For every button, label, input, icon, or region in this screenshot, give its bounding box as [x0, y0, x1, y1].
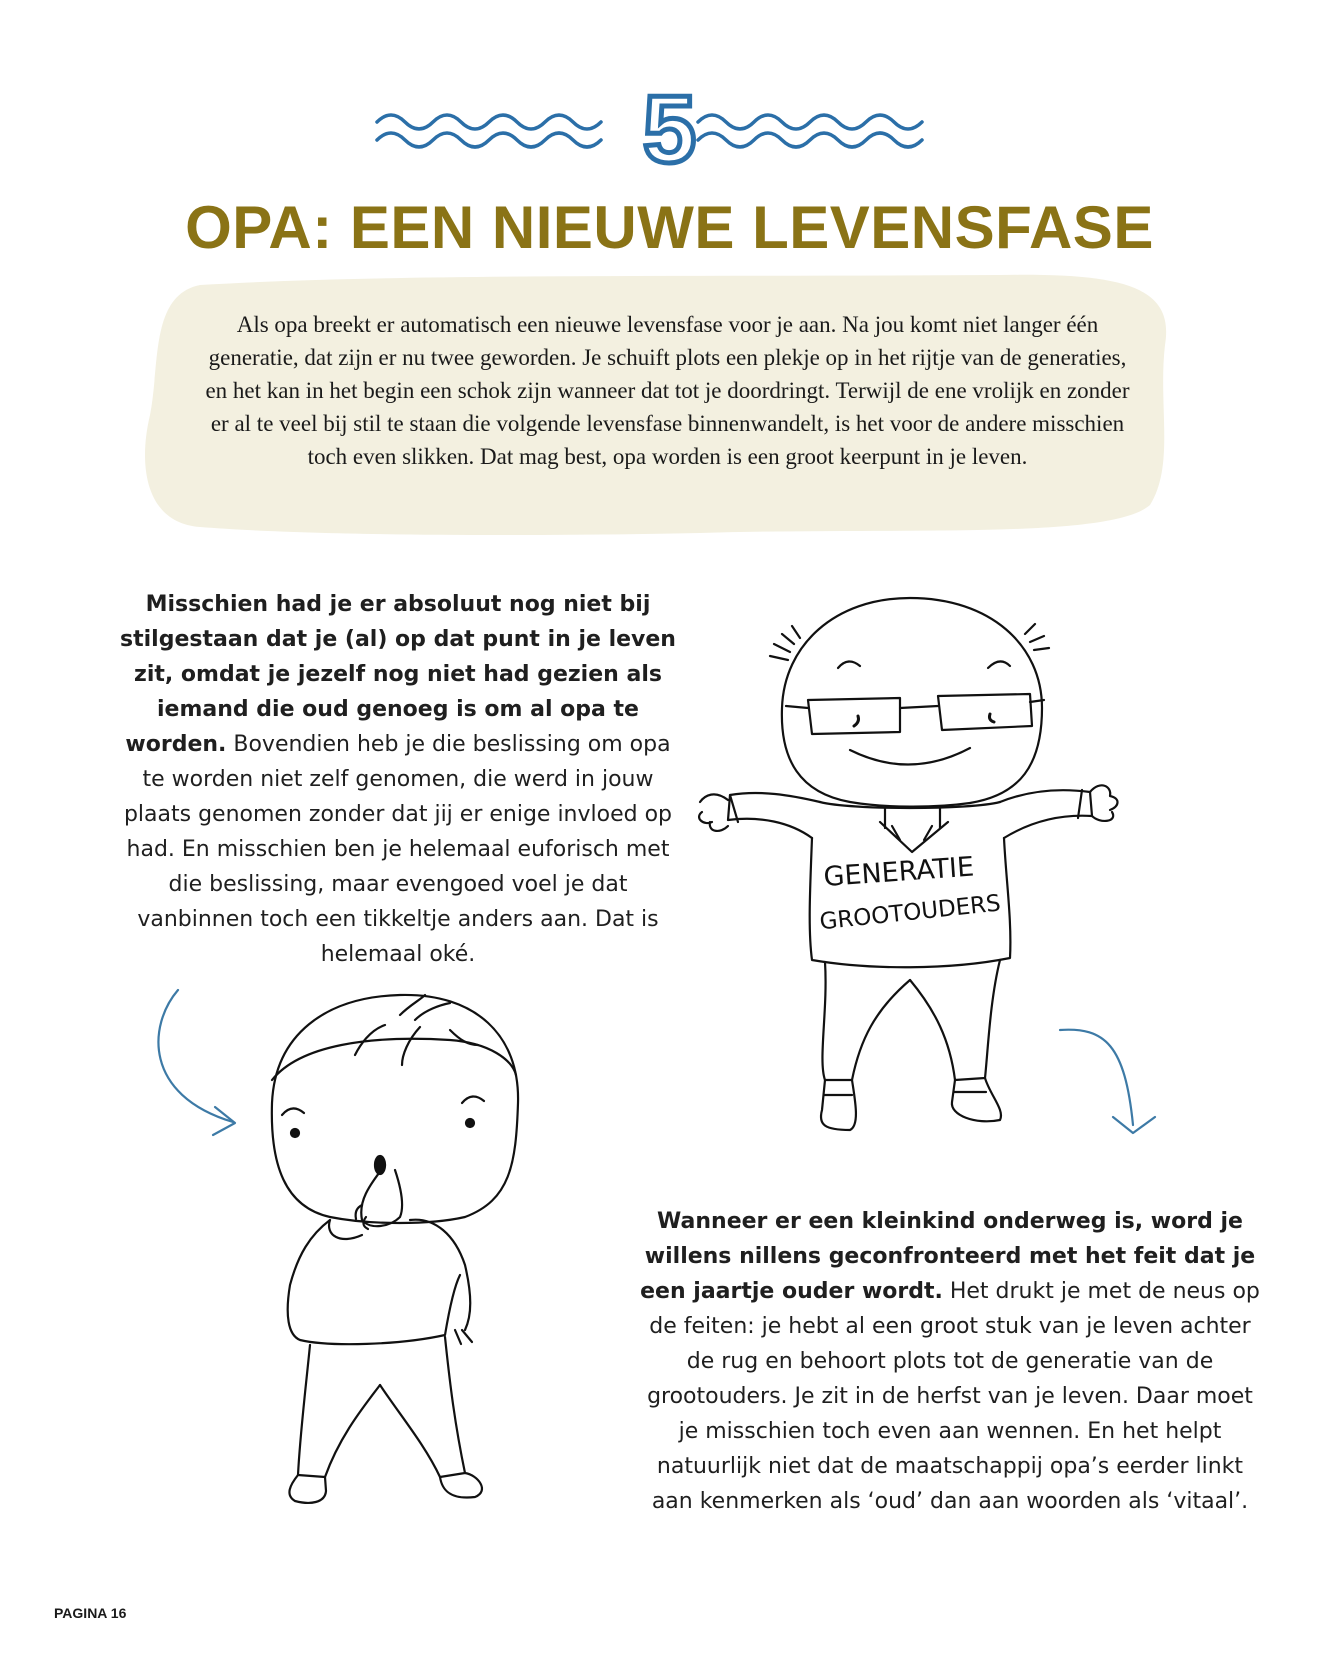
text-block-1-bold: Misschien had je er absoluut nog niet bij stilgestaan dat je (al) op dat punt in je leven zit, omdat je jezelf nog niet had gezien als iemand die oud genoeg is om al opa te worden.	[120, 592, 676, 757]
grandpa-illustration	[700, 590, 1120, 1170]
child-illustration	[250, 985, 550, 1525]
text-block-2-regular: Het drukt je met de neus op de feiten: je hebt al een groot stuk van je leven achter de rug en behoort plots tot de generatie van de grootouders. Je zit in de herfst van je leven. Daar moet je misschien toch even aan wennen. En het helpt natuurlijk niet dat de maatschappij opa’s eerder linkt aan kenmerken als ‘oud’ dan aan woorden als ‘vitaal’.	[647, 1279, 1260, 1514]
intro-paragraph: Als opa breekt er automatisch een nieuwe levensfase voor je aan. Na jou komt niet langer één generatie, dat zijn er nu twee geworden. Je schuift plots een plekje op in het rijtje van de generaties, en het kan in het begin een schok zijn wanneer dat tot je doordringt. Terwijl de ene vrolijk en zonder er al te veel bij stil te staan die volgende levensfase binnenwandelt, is het voor de andere misschien toch even slikken. Dat mag best, opa worden is een groot keerpunt in je leven.	[205, 312, 1130, 469]
shirt-text-line2: GROOTOUDERS	[818, 890, 1002, 936]
chapter-number: 5	[642, 76, 697, 183]
page-number: PAGINA 16	[54, 1605, 127, 1621]
text-block-1	[118, 587, 678, 972]
chapter-title: OPA: EEN NIEUWE LEVENSFASE	[185, 194, 1154, 261]
text-block-2-bold: Wanneer er een kleinkind onderweg is, word je willens nillens geconfronteerd met het feit dat je een jaartje ouder wordt.	[640, 1209, 1256, 1304]
text-block-1-regular: Bovendien heb je die beslissing om opa te worden niet zelf genomen, die werd in jouw plaats genomen zonder dat jij er enige invloed op had. En misschien ben je helemaal euforisch met die beslissing, maar evengoed voel je dat vanbinnen toch een tikkeltje anders aan. Dat is helemaal oké.	[123, 732, 673, 967]
shirt-text-line1: GENERATIE	[822, 851, 976, 893]
text-block-2	[635, 1204, 1265, 1519]
arrow-left-icon	[143, 985, 253, 1145]
